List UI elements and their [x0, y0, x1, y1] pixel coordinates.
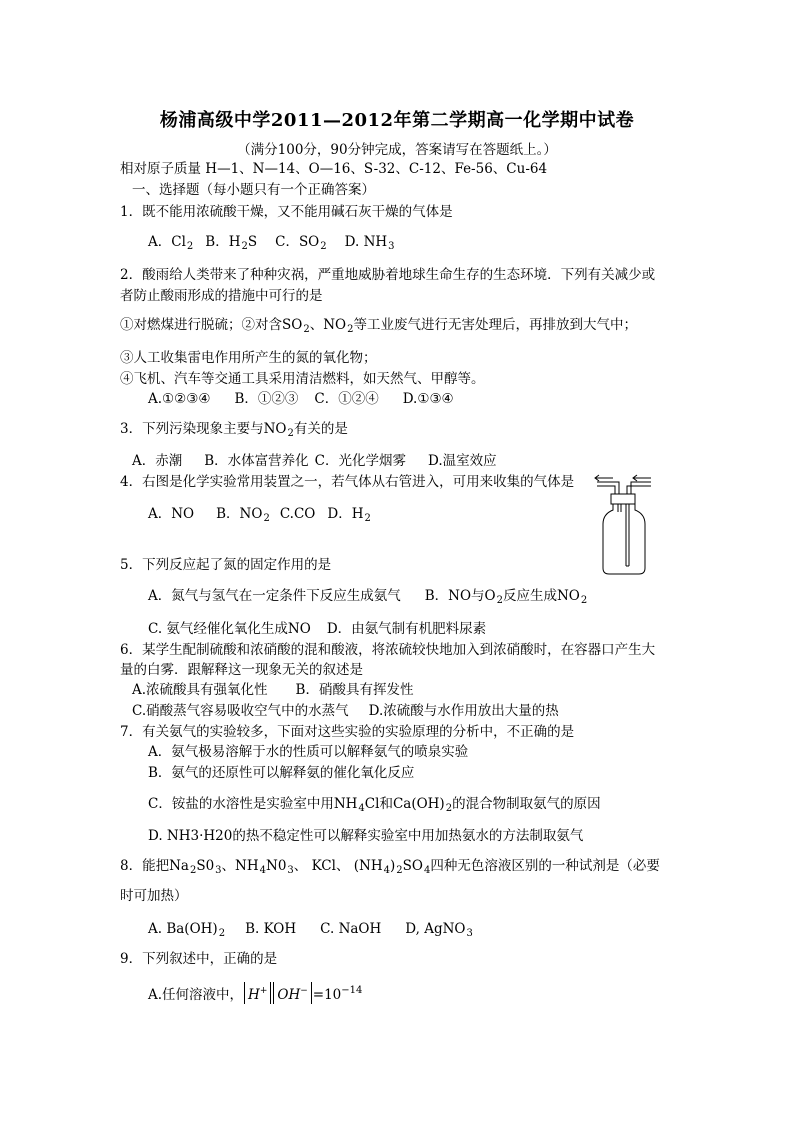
- q8-option-c: C. NaOH: [320, 921, 382, 937]
- question-8-options: A. $Ba(OH)_2$ B. KOH C. NaOH D, AgNO$_3$: [148, 921, 473, 939]
- question-2-item-3: ③人工收集雷电作用所产生的氮的氧化物；: [120, 350, 377, 366]
- question-2-options: [148, 390, 454, 408]
- question-8-stem-line1: 8．能把$Na_2S0_3$、$NH_4N0_3$、 KCl、 $(NH_4)_2SO_4$四种无色溶液区别的一种试剂是（必要: [120, 858, 660, 876]
- q1-option-c: C．SO: [275, 234, 320, 250]
- q6-option-b: B．硝酸具有挥发性: [295, 682, 414, 698]
- question-6-stem-line1: 6．某学生配制硫酸和浓硝酸的混和酸液，将浓硫较快地加入到浓硝酸时，在容器口产生大: [120, 642, 656, 658]
- q8-option-d: D, AgNO: [405, 921, 466, 937]
- question-4-options: A．NO B．$NO_2$ C.CO D．$H_2$: [148, 506, 371, 524]
- exam-subtitle: （满分100分，90分钟完成，答案请写在答题纸上。）: [237, 142, 557, 158]
- question-6-options-cd: [132, 702, 559, 720]
- q5-option-d: D．由氨气制有机肥料尿素: [326, 621, 487, 637]
- q7-option-a: A．氨气极易溶解于水的性质可以解释氨气的喷泉实验: [148, 744, 469, 760]
- atomic-masses: 相对原子质量 H—1、N—14、O—16、S-32、C-12、Fe-56、Cu-64: [120, 161, 548, 177]
- q1-option-d: D. NH: [344, 234, 388, 250]
- oh-minus-concentration: OH−: [273, 982, 311, 1004]
- question-1-stem: 1．既不能用浓硫酸干燥，又不能用碱石灰干燥的气体是: [120, 204, 453, 220]
- question-3-stem: 3．下列污染现象主要与$NO_2$有关的是: [120, 421, 348, 439]
- q3-option-c: C．光化学烟雾: [314, 453, 407, 469]
- question-6-stem-line2: 量的白雾．跟解释这一现象无关的叙述是: [120, 662, 363, 678]
- question-6-options-ab: [132, 681, 413, 699]
- question-1-options: A．$Cl_2$ B．$H_2S$ C．$SO_2$ D. $NH_3$: [148, 234, 395, 252]
- question-3-options: [132, 452, 497, 470]
- q6-option-d: D.浓硫酸与水作用放出大量的热: [368, 703, 559, 719]
- question-2-stem-line1: 2．酸雨给人类带来了种种灾祸，严重地威胁着地球生命生存的生态环境．下列有关减少或: [120, 267, 656, 283]
- q4-option-a: A．NO: [148, 506, 195, 522]
- q4-option-d: D．H: [327, 506, 364, 522]
- question-5-options-ab: [148, 587, 587, 610]
- q2-option-c: C．①②④: [314, 391, 379, 407]
- q1-option-a: A．Cl: [148, 234, 186, 250]
- q1-option-b: B．H: [205, 234, 241, 250]
- q2-option-b: B．①②③: [234, 391, 299, 407]
- question-2-item-1-2: ①对燃煤进行脱硫；②对含$SO_2$、$NO_2$等工业废气进行无害处理后，再排放到大气中；: [120, 317, 637, 335]
- question-9-stem: 9．下列叙述中，正确的是: [120, 951, 278, 967]
- q2-option-a: A.①②③④: [148, 391, 211, 407]
- exam-title: 杨浦高级中学2011—2012年第二学期高一化学期中试卷: [159, 110, 635, 131]
- q2-option-d: D.①③④: [402, 391, 454, 407]
- question-5-stem: 5．下列反应起了氮的固定作用的是: [120, 557, 332, 573]
- question-2-stem-line2: 者防止酸雨形成的措施中可行的是: [120, 288, 323, 304]
- q5-option-c: C. 氨气经催化氧化生成NO: [148, 621, 311, 637]
- q7-option-c: C．铵盐的水溶性是实验室中用$NH_4Cl$和$Ca(OH)_2$的混合物制取氨气的原因: [148, 796, 601, 814]
- h-plus-concentration: H+: [244, 982, 271, 1004]
- section-heading: 一、选择题（每小题只有一个正确答案）: [132, 182, 375, 198]
- gas-collection-bottle-diagram: [593, 470, 655, 576]
- q4-option-c: C.CO: [279, 506, 316, 522]
- q8-option-a: A. Ba(OH): [148, 921, 218, 937]
- q5-option-b: B．NO与$O_2$反应生成$NO_2$: [424, 588, 588, 606]
- q6-option-a: A.浓硫酸具有强氧化性: [132, 682, 268, 698]
- q3-option-a: A．赤潮: [132, 453, 183, 469]
- question-2-item-4: ④飞机、汽车等交通工具采用清洁燃料，如天然气、甲醇等。: [120, 371, 485, 387]
- question-5-options-cd: [148, 620, 486, 638]
- q4-option-b: B．NO: [216, 506, 263, 522]
- q8-option-b: B. KOH: [245, 921, 297, 937]
- q7-option-b: B．氨气的还原性可以解释氨的催化氧化反应: [148, 765, 415, 781]
- q9-option-a: A.任何溶液中， H+ $OH^- =10^{-14}$: [148, 982, 362, 1004]
- q7-option-d: D. NH3·H20的热不稳定性可以解释实验室中用加热氨水的方法制取氨气: [148, 828, 584, 844]
- q6-option-c: C.硝酸蒸气容易吸收空气中的水蒸气: [132, 703, 349, 719]
- q3-option-d: D.温室效应: [428, 453, 497, 469]
- q3-option-b: B．水体富营养化: [204, 453, 309, 469]
- question-4-stem: 4．右图是化学实验常用装置之一，若气体从右管进入，可用来收集的气体是: [120, 474, 575, 490]
- question-7-stem: 7．有关氨气的实验较多，下面对这些实验的实验原理的分析中，不正确的是: [120, 724, 575, 740]
- question-8-stem-line2: 时可加热）: [120, 888, 188, 904]
- q5-option-a: A．氮气与氢气在一定条件下反应生成氨气: [148, 588, 401, 604]
